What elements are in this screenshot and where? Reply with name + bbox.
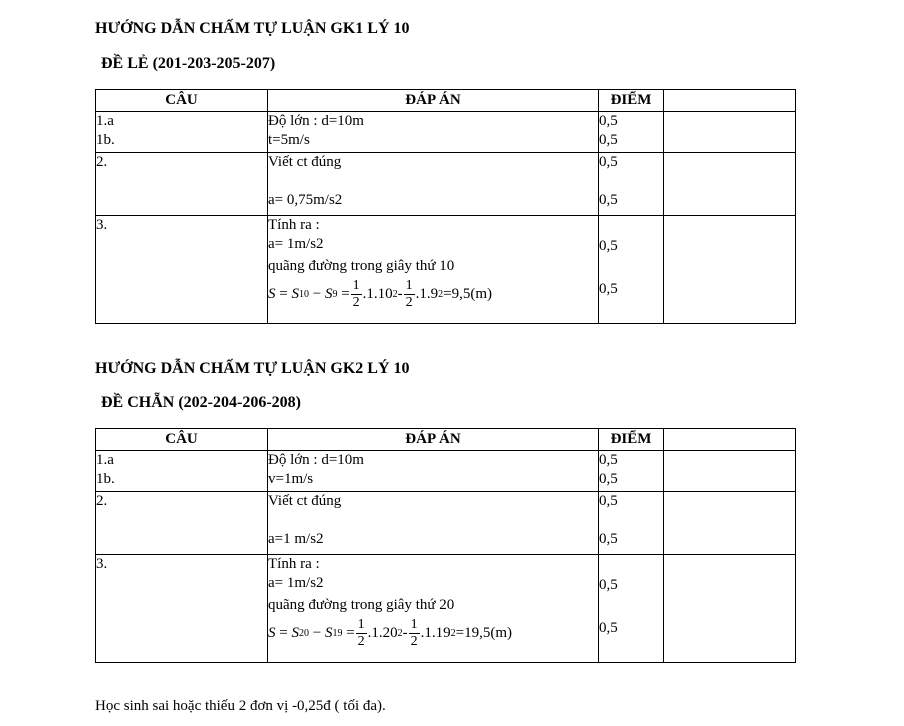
section1-subtitle: ĐỀ LẺ (201-203-205-207) — [101, 55, 276, 72]
cau-label: 1b. — [96, 471, 115, 487]
cell-answer — [268, 216, 599, 324]
answer-text: Viết ct đúng — [268, 154, 342, 170]
answer-text: quãng đường trong giây thứ 20 — [268, 597, 455, 613]
footer-note: Học sinh sai hoặc thiếu 2 đơn vị -0,25đ ( tối đa). — [95, 698, 386, 714]
cau-label: 1b. — [96, 132, 115, 148]
cell-blank — [664, 216, 796, 324]
table-row — [96, 216, 796, 324]
answer-text: Viết ct đúng — [268, 493, 342, 509]
points-value: 0,5 — [599, 132, 618, 148]
header-blank — [664, 429, 796, 451]
fraction: $\frac{1}{2}$ — [357, 617, 365, 649]
cell-points — [599, 153, 664, 216]
section1-title: HƯỚNG DẪN CHẤM TỰ LUẬN GK1 LÝ 10 — [95, 20, 410, 37]
answer-text: Độ lớn : d=10m — [268, 113, 364, 129]
header-diem: ĐIỂM — [599, 90, 664, 112]
cell-points — [599, 555, 664, 663]
cau-label: 2. — [96, 154, 108, 170]
answer-text: a=1 m/s2 — [268, 531, 324, 547]
cell-points — [599, 492, 664, 555]
cell-answer — [268, 555, 599, 663]
answer-text: Tính ra : — [268, 556, 320, 572]
cell-blank — [664, 492, 796, 555]
header-cau: CÂU — [96, 429, 268, 451]
table-row — [96, 112, 796, 153]
cell-cau — [96, 492, 268, 555]
cell-cau — [96, 451, 268, 492]
points-value: 0,5 — [599, 238, 618, 254]
answer-text: Tính ra : — [268, 217, 320, 233]
cell-blank — [664, 451, 796, 492]
cau-label: 3. — [96, 556, 108, 572]
cell-answer — [268, 153, 599, 216]
cau-label: 1.a — [96, 452, 114, 468]
answer-text: a= 1m/s2 — [268, 236, 324, 252]
cell-points — [599, 112, 664, 153]
answer-text: Độ lớn : d=10m — [268, 452, 364, 468]
points-value: 0,5 — [599, 493, 618, 509]
table-row — [96, 153, 796, 216]
points-value: 0,5 — [599, 154, 618, 170]
cell-blank — [664, 555, 796, 663]
section2-title: HƯỚNG DẪN CHẤM TỰ LUẬN GK2 LÝ 10 — [95, 360, 410, 377]
points-value: 0,5 — [599, 192, 618, 208]
header-dap-an: ĐÁP ÁN — [268, 90, 599, 112]
fraction: $\frac{1}{2}$ — [405, 278, 413, 310]
table-row — [96, 451, 796, 492]
cell-answer — [268, 451, 599, 492]
header-cau: CÂU — [96, 90, 268, 112]
header-dap-an: ĐÁP ÁN — [268, 429, 599, 451]
cell-cau — [96, 555, 268, 663]
distance-equation: S = S 10 − S 9 = $\frac{1}{2}$ .1.10 2 - $\frac{1}{2}$ .1.9 2 =9,5(m) — [268, 278, 493, 310]
distance-equation: S = S 20 − S 19 = $\frac{1}{2}$ .1.20 2 - $\frac{1}{2}$ .1.19 2 =19,5(m) — [268, 617, 513, 649]
grading-table-1 — [95, 89, 796, 324]
header-blank — [664, 90, 796, 112]
table-header-row — [96, 429, 796, 451]
points-value: 0,5 — [599, 281, 618, 297]
grading-table-2 — [95, 428, 796, 663]
cau-label: 2. — [96, 493, 108, 509]
table-row — [96, 555, 796, 663]
section2-subtitle: ĐỀ CHẴN (202-204-206-208) — [101, 394, 301, 411]
cell-answer — [268, 492, 599, 555]
points-value: 0,5 — [599, 620, 618, 636]
answer-text: t=5m/s — [268, 132, 310, 148]
cell-blank — [664, 153, 796, 216]
answer-text: a= 1m/s2 — [268, 575, 324, 591]
header-diem: ĐIỂM — [599, 429, 664, 451]
points-value: 0,5 — [599, 577, 618, 593]
points-value: 0,5 — [599, 113, 618, 129]
cau-label: 1.a — [96, 113, 114, 129]
fraction: $\frac{1}{2}$ — [352, 278, 360, 310]
cell-points — [599, 216, 664, 324]
fraction: $\frac{1}{2}$ — [410, 617, 418, 649]
answer-text: quãng đường trong giây thứ 10 — [268, 258, 455, 274]
table-row — [96, 492, 796, 555]
cell-answer — [268, 112, 599, 153]
points-value: 0,5 — [599, 452, 618, 468]
answer-text: v=1m/s — [268, 471, 314, 487]
points-value: 0,5 — [599, 531, 618, 547]
answer-text: a= 0,75m/s2 — [268, 192, 343, 208]
points-value: 0,5 — [599, 471, 618, 487]
cell-cau — [96, 112, 268, 153]
cau-label: 3. — [96, 217, 108, 233]
cell-cau — [96, 153, 268, 216]
cell-blank — [664, 112, 796, 153]
cell-points — [599, 451, 664, 492]
cell-cau — [96, 216, 268, 324]
table-header-row — [96, 90, 796, 112]
